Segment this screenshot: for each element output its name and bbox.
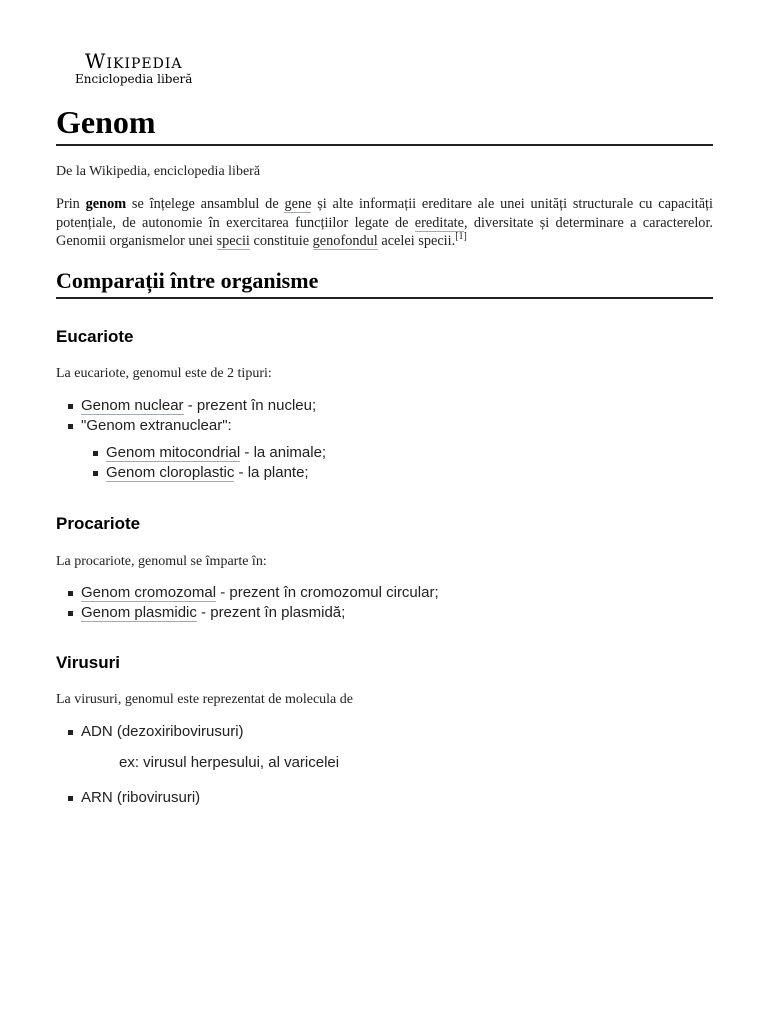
intro-text: constituie: [249, 233, 313, 249]
link-gene[interactable]: gene: [284, 196, 312, 212]
page-title: Genom: [56, 104, 713, 146]
intro-text: se înțelege ansamblul de: [126, 196, 285, 212]
list-item-text: ARN (ribovirusuri): [81, 789, 201, 806]
intro-text: și alte informații ereditare ale unei unități structurale cu capacități potențiale, de autonomie în exercitarea funcțiilor legate de: [56, 196, 713, 231]
logo-tagline: Enciclopedia liberă: [75, 72, 193, 86]
intro-text: , diversitate și determinare a caracterelor. Genomii organismelor unei: [56, 214, 713, 249]
link-genofondul[interactable]: genofondul: [312, 233, 378, 249]
section-heading-comparatii: Comparații între organisme: [56, 268, 713, 299]
list-item-text: - prezent în nucleu;: [183, 397, 317, 414]
logo-title: Wikipedia: [84, 49, 183, 73]
eucariote-text: La eucariote, genomul este de 2 tipuri:: [56, 366, 272, 381]
virusuri-list-adn: [56, 722, 244, 742]
list-item: [81, 443, 326, 463]
link-genom-cloroplastic[interactable]: Genom cloroplastic: [106, 464, 235, 481]
subsection-heading-eucariote: Eucariote: [56, 327, 134, 346]
link-specii[interactable]: specii: [216, 233, 250, 249]
intro-bold-term: genom: [85, 196, 127, 212]
eucariote-list: [56, 396, 316, 436]
extranuclear-sublist: [81, 443, 326, 483]
list-item: [56, 603, 439, 623]
list-item-text: - prezent în plasmidă;: [196, 604, 346, 621]
list-item-text: - la animale;: [240, 444, 327, 461]
list-item: [81, 463, 326, 483]
list-item: [56, 396, 316, 416]
list-item: [56, 788, 200, 808]
list-item-text: ADN (dezoxiribovirusuri): [81, 723, 244, 740]
link-ereditate[interactable]: ereditate: [414, 214, 465, 231]
list-item-text: "Genom extranuclear":: [81, 417, 232, 434]
virus-example: ex: virusul herpesului, al varicelei: [119, 754, 340, 771]
page-subtitle: De la Wikipedia, enciclopedia liberă: [56, 164, 261, 179]
intro-text: acelei specii.: [377, 233, 456, 249]
subsection-heading-virusuri: Virusuri: [56, 653, 120, 672]
list-item-text: - la plante;: [234, 464, 309, 481]
reference-1[interactable]: [1]: [455, 231, 467, 243]
list-item: [56, 416, 316, 436]
virusuri-text: La virusuri, genomul este reprezentat de molecula de: [56, 692, 353, 707]
list-item: [56, 722, 244, 742]
virusuri-list-arn: [56, 788, 200, 808]
list-item: [56, 583, 439, 603]
subsection-heading-procariote: Procariote: [56, 514, 141, 533]
list-item-text: - prezent în cromozomul circular;: [216, 584, 439, 601]
procariote-list: [56, 583, 439, 623]
wikipedia-logo[interactable]: [75, 50, 192, 86]
procariote-text: La procariote, genomul se împarte în:: [56, 554, 267, 569]
link-genom-mitocondrial[interactable]: Genom mitocondrial: [106, 444, 241, 461]
link-genom-cromozomal[interactable]: Genom cromozomal: [81, 584, 217, 601]
intro-paragraph: [56, 195, 713, 251]
intro-text: Prin: [56, 196, 86, 212]
link-genom-plasmidic[interactable]: Genom plasmidic: [81, 604, 197, 621]
link-genom-nuclear[interactable]: Genom nuclear: [81, 397, 184, 414]
